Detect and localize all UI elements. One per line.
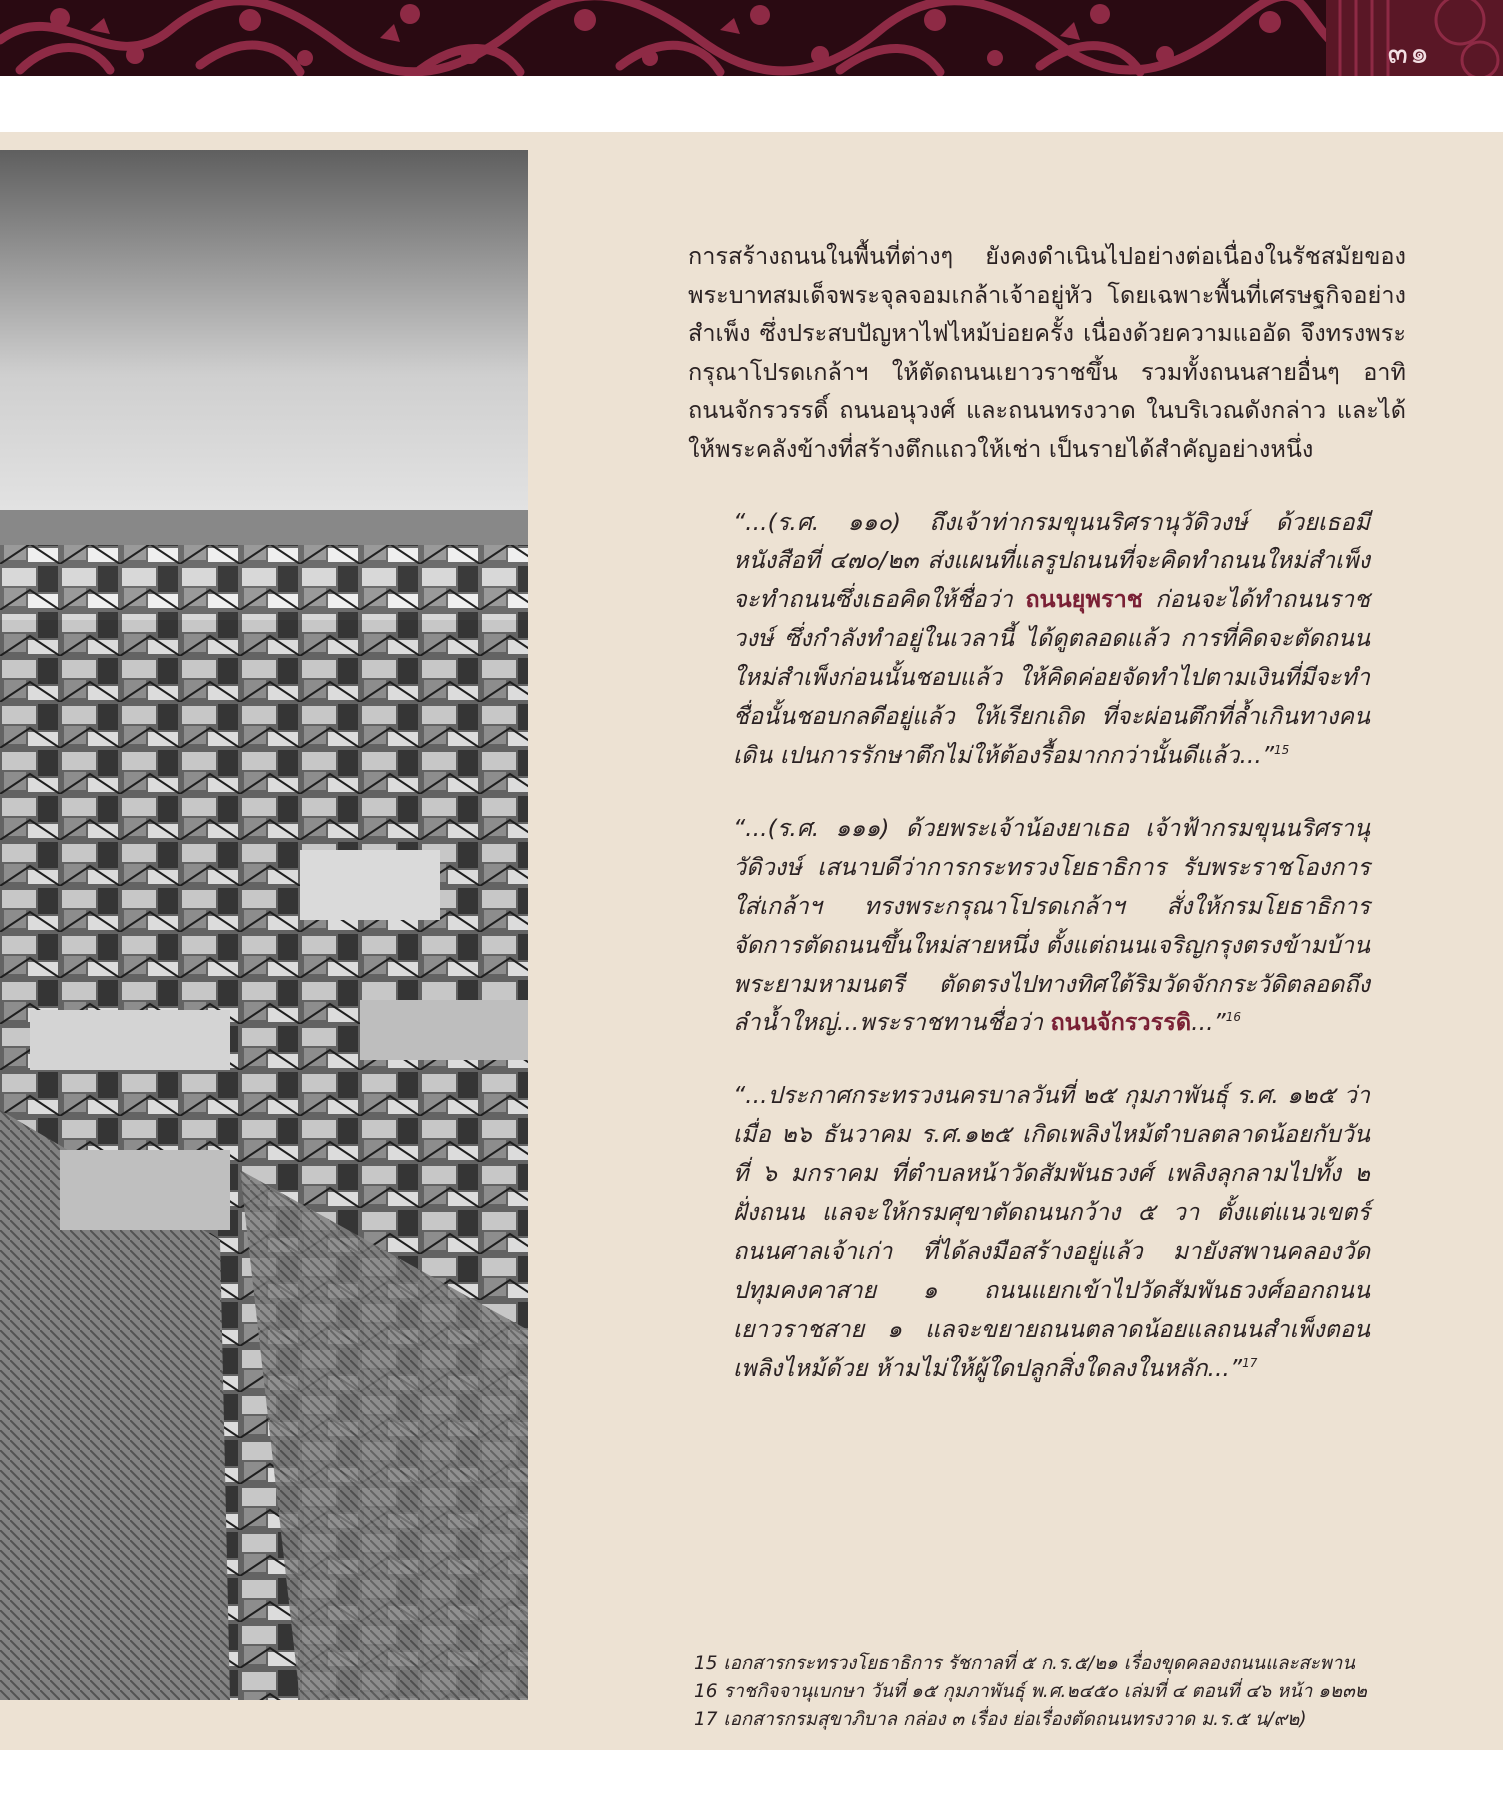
historical-bangkok-aerial-photo-icon (0, 150, 528, 1700)
footnote-reference: 16 (1225, 1010, 1241, 1025)
article-text (688, 237, 1406, 1388)
quote-rs-111 (733, 809, 1370, 1042)
floral-ornament-icon (0, 0, 1503, 76)
quote-text: “...(ร.ศ. ๑๑๐) ถึงเจ้าท่ากรมขุนนริศรานุวัดิวงษ์ ด้วยเธอมีหนังสือที่ ๔๗๐/๒๓ ส่งแผนที่แลรูปถนนที่จะคิดทำถนนใหม่สำเพ็ง จะทำถนนซึ่งเธอคิดให้ชื่อว่า (733, 507, 1370, 614)
decorative-banner (0, 0, 1503, 76)
footnote-17: 17 เอกสารกรมสุขาภิบาล กล่อง ๓ เรื่อง ย่อเรื่องตัดถนนทรงวาด ม.ร.๕ น/๙๒) (694, 1709, 1307, 1730)
quote-text: “...ประกาศกระทรวงนครบาลวันที่ ๒๕ กุมภาพันธุ์ ร.ศ. ๑๒๕ ว่าเมื่อ ๒๖ ธันวาคม ร.ศ.๑๒๕ เกิดเพลิงไหม้ตำบลตลาดน้อยกับวันที่ ๖ มกราคม ที่ตำบลหน้าวัดสัมพันธวงศ์ เพลิงลุกลามไปทั้ง ๒ ฝั่งถนน แลจะให้กรมศุขาตัดถนนกว้าง ๕ วา ตั้งแต่แนวเขตร์ถนนศาลเจ้าเก่า ที่ได้ลงมือสร้างอยู่แล้ว มายังสพานคลองวัดปทุมคงคาสาย ๑ ถนนแยกเข้าไปวัดสัมพันธวงศ์ออกถนนเยาวราชสาย ๑ แลจะขยายถนนตลาดน้อยแลถนนสำเพ็งตอนเพลิงไหม้ด้วย ห้ามไม่ให้ผู้ใดปลูกสิ่งใดลงในหลัก...” (733, 1081, 1370, 1382)
footnote-16: 16 ราชกิจจานุเบกษา วันที่ ๑๕ กุมภาพันธุ์ พ.ศ.๒๔๕๐ เล่มที่ ๔ ตอนที่ ๔๖ หน้า ๑๒๓๒ (694, 1681, 1367, 1702)
highlight-road-name: ถนนยุพราช (1025, 585, 1143, 614)
quote-text: ...” (1191, 1008, 1226, 1037)
footnotes (694, 1650, 1434, 1734)
quote-text: ก่อนจะได้ทำถนนราชวงษ์ ซึ่งกำลังทำอยู่ในเวลานี้ ได้ดูตลอดแล้ว การที่คิดจะตัดถนนใหม่สำเพ็งก่อนนั้นชอบแล้ว ให้คิดค่อยจัดทำไปตามเงินที่มีจะทำ ชื่อนั้นชอบกลดีอยู่แล้ว ให้เรียกเถิด ที่จะผ่อนตึกที่ล้ำเกินทางคนเดิน เปนการรักษาตึกไม่ให้ต้องรื้อมากกว่านั้นดีแล้ว...” (733, 585, 1370, 769)
page-number: ๓๑ (1387, 36, 1431, 71)
footnote-reference: 17 (1242, 1355, 1258, 1370)
footnote-reference: 15 (1274, 743, 1290, 758)
quote-rs-110 (733, 503, 1370, 775)
footnote-15: 15 เอกสารกระทรวงโยธาธิการ รัชกาลที่ ๕ ก.ร.๕/๒๑ เรื่องขุดคลองถนนและสะพาน (694, 1653, 1355, 1674)
historical-photo (0, 150, 528, 1700)
intro-paragraph: การสร้างถนนในพื้นที่ต่างๆ ยังคงดำเนินไปอย่างต่อเนื่องในรัชสมัยของพระบาทสมเด็จพระจุลจอมเกล้าเจ้าอยู่หัว โดยเฉพาะพื้นที่เศรษฐกิจอย่างสำเพ็ง ซึ่งประสบปัญหาไฟไหม้บ่อยครั้ง เนื่องด้วยความแออัด จึงทรงพระกรุณาโปรดเกล้าฯ ให้ตัดถนนเยาวราชขึ้น รวมทั้งถนนสายอื่นๆ อาทิ ถนนจักรวรรดิ์ ถนนอนุวงศ์ และถนนทรงวาด ในบริเวณดังกล่าว และได้ให้พระคลังข้างที่สร้างตึกแถวให้เช่า เป็นรายได้สำคัญอย่างหนึ่ง (688, 242, 1406, 463)
highlight-road-name: ถนนจักรวรรดิ (1050, 1008, 1192, 1037)
quote-rs-125 (733, 1076, 1370, 1387)
quote-text: “...(ร.ศ. ๑๑๑) ด้วยพระเจ้าน้องยาเธอ เจ้าฟ้ากรมขุนนริศรานุวัดิวงษ์ เสนาบดีว่าการกระทรวงโยธาธิการ รับพระราชโองการใส่เกล้าฯ ทรงพระกรุณาโปรดเกล้าฯ สั่งให้กรมโยธาธิการ จัดการตัดถนนขึ้นใหม่สายหนึ่ง ตั้งแต่ถนนเจริญกรุงตรงข้ามบ้านพระยามหามนตรี ตัดตรงไปทางทิศใต้ริมวัดจักกระวัดิตลอดถึงลำน้ำใหญ่...พระราชทานชื่อว่า (733, 813, 1370, 1037)
